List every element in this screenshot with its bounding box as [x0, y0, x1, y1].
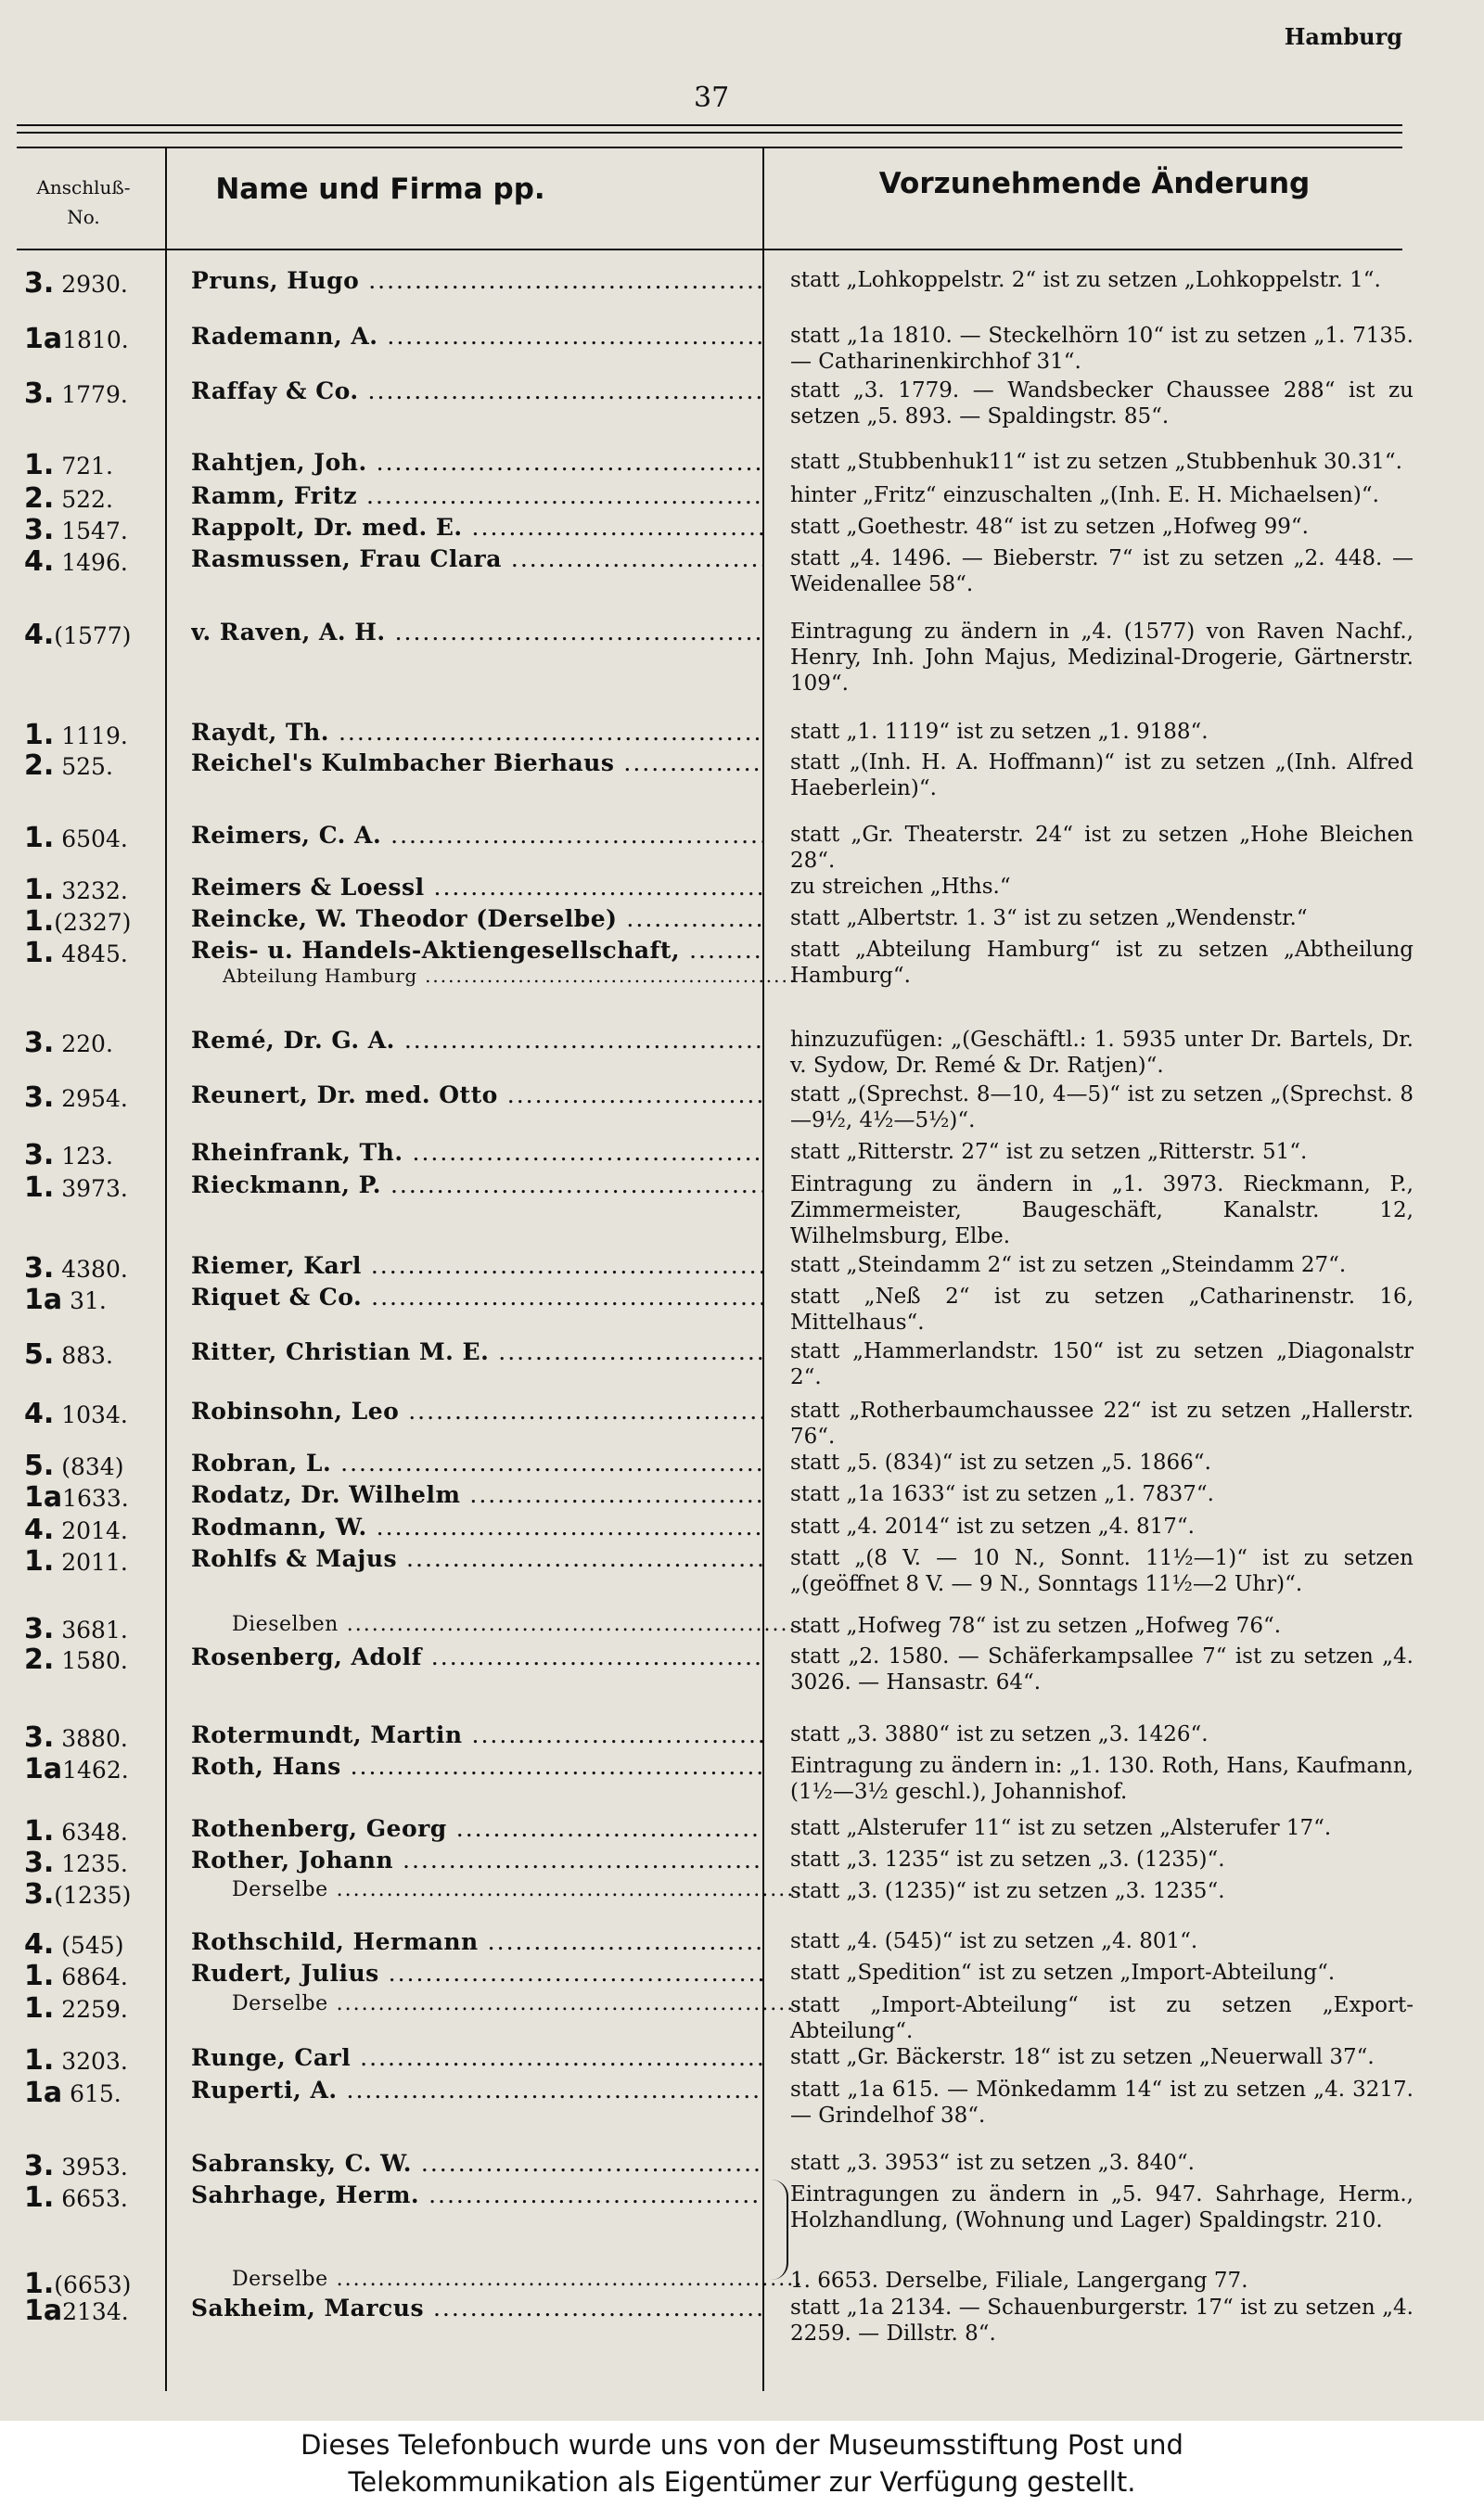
entry-change: Eintragung zu ändern in „4. (1577) von Raven Nachf., Henry, Inh. John Majus, Medizinal-Drogerie, Gärtnerstr. 109“.	[790, 620, 1414, 696]
exchange-prefix: 3.	[24, 1027, 55, 1059]
entry-change: statt „(8 V. — 10 N., Sonnt. 11½—1)“ ist zu setzen „(geöffnet 8 V. — 9 N., Sonntags 11½—2 Uhr)“.	[790, 1546, 1414, 1596]
entry-change: statt „Hofweg 78“ ist zu setzen „Hofweg 76“.	[790, 1614, 1282, 1638]
entry-change: statt „3. 3880“ ist zu setzen „3. 1426“.	[790, 1722, 1209, 1746]
subscriber-number: 615.	[62, 2080, 122, 2107]
exchange-prefix: 3.	[24, 377, 55, 410]
entry-name: Reimers, C. A. .....	[191, 822, 762, 849]
entry-change: Eintragungen zu ändern in „5. 947. Sahrhage, Herm., Holzhandlung, (Wohnung und Lager) Spaldingstr. 210.	[790, 2182, 1414, 2232]
entry-name: Rothschild, Hermann .....	[191, 1928, 762, 1955]
entry-change: statt „1a 1633“ ist zu setzen „1. 7837“.	[790, 1482, 1214, 1506]
exchange-prefix: 4.	[24, 1514, 55, 1546]
exchange-prefix: 4.	[24, 545, 55, 578]
entry-number	[24, 822, 128, 854]
entry-name: Riquet & Co. .....	[191, 1284, 762, 1311]
subscriber-number: 1119.	[54, 723, 128, 749]
exchange-prefix: 3.	[24, 1081, 55, 1114]
exchange-prefix: 3.	[24, 1252, 55, 1285]
entry-change: Eintragung zu ändern in „1. 3973. Rieckmann, P., Zimmermeister, Baugeschäft, Kanalstr. 12, Wilhelmsburg, Elbe.	[790, 1172, 1414, 1248]
entry-name: Ramm, Fritz .....	[191, 482, 762, 509]
entry-number	[24, 377, 128, 410]
entry-number	[24, 482, 113, 515]
subscriber-number: 2134.	[62, 2298, 129, 2325]
entry-change: statt „3. (1235)“ ist zu setzen „3. 1235“.	[790, 1879, 1225, 1903]
page-number: 37	[694, 82, 730, 114]
entry-change: 1. 6653. Derselbe, Filiale, Langergang 77.	[790, 2269, 1248, 2293]
entry-name: Reimers & Loessl .....	[191, 874, 762, 901]
entry-change: Eintragung zu ändern in: „1. 130. Roth, Hans, Kaufmann, (1½—3½ geschl.), Johannishof.	[790, 1754, 1414, 1804]
header-city: Hamburg	[1284, 23, 1402, 50]
entry-number	[24, 874, 128, 906]
column-divider-2	[762, 147, 764, 2391]
exchange-prefix: 3.	[24, 1139, 55, 1171]
entry-number	[24, 1338, 113, 1371]
entry-number	[24, 1081, 128, 1114]
entry-change: statt „1. 1119“ ist zu setzen „1. 9188“.	[790, 720, 1209, 744]
subscriber-number: 1810.	[62, 326, 129, 353]
brace	[766, 2180, 788, 2280]
entry-name: Reunert, Dr. med. Otto .....	[191, 1081, 762, 1108]
entry-name: Rappolt, Dr. med. E. .....	[191, 514, 762, 541]
subscriber-number: 883.	[54, 1342, 113, 1369]
entry-change: statt „Import-Abteilung“ ist zu setzen „Export-Abteilung“.	[790, 1993, 1414, 2043]
entry-number	[24, 1450, 123, 1482]
entry-number	[24, 1398, 128, 1430]
entry-number	[24, 619, 131, 651]
entry-name: Rothenberg, Georg .....	[191, 1815, 762, 1842]
footer	[0, 2421, 1484, 2507]
exchange-prefix: 3.	[24, 2150, 55, 2182]
entry-change: statt „Alsterufer 11“ ist zu setzen „Alsterufer 17“.	[790, 1816, 1332, 1840]
entry-change: statt „3. 1235“ ist zu setzen „3. (1235)“.	[790, 1848, 1225, 1872]
entry-change: statt „1a 2134. — Schauenburgerstr. 17“ ist zu setzen „4. 2259. — Dillstr. 8“.	[790, 2296, 1414, 2346]
entry-change: statt „Neß 2“ ist zu setzen „Catharinenstr. 16, Mittelhaus“.	[790, 1285, 1414, 1335]
entry-name: Ruperti, A. .....	[191, 2077, 762, 2104]
exchange-prefix: 4.	[24, 619, 55, 651]
entry-name: Rodmann, W. .....	[191, 1514, 762, 1541]
entry-name: Rahtjen, Joh. .....	[191, 449, 762, 476]
entry-change: hinter „Fritz“ einzuschalten „(Inh. E. H. Michaelsen)“.	[790, 483, 1379, 507]
entry-change: statt „4. (545)“ ist zu setzen „4. 801“.	[790, 1929, 1198, 1953]
exchange-prefix: 1a	[24, 1284, 63, 1316]
exchange-prefix: 1.	[24, 719, 55, 751]
exchange-prefix: 1.	[24, 905, 55, 938]
exchange-prefix: 1.	[24, 937, 55, 969]
entry-name: Remé, Dr. G. A. .....	[191, 1027, 762, 1054]
subscriber-number: (1235)	[54, 1882, 132, 1909]
exchange-prefix: 5.	[24, 1338, 55, 1371]
entry-change: statt „Gr. Theaterstr. 24“ ist zu setzen „Hohe Bleichen 28“.	[790, 823, 1414, 873]
exchange-prefix: 1a	[24, 323, 63, 355]
subscriber-number: 1235.	[54, 1850, 128, 1877]
entry-number	[24, 1721, 128, 1754]
subscriber-number: 31.	[62, 1287, 107, 1314]
entry-name: Reichel's Kulmbacher Bierhaus .....	[191, 749, 762, 776]
subscriber-number: 3973.	[54, 1175, 128, 1202]
entry-number	[24, 1027, 113, 1059]
entry-name: Ritter, Christian M. E. .....	[191, 1338, 762, 1365]
entry-number	[24, 514, 128, 546]
exchange-prefix: 4.	[24, 1398, 55, 1430]
subscriber-number: 4845.	[54, 940, 128, 967]
entry-change: statt „5. (834)“ ist zu setzen „5. 1866“.	[790, 1451, 1211, 1475]
entry-name: Robran, L. .....	[191, 1450, 762, 1477]
entry-name: Raffay & Co. .....	[191, 377, 762, 404]
entry-number	[24, 2044, 128, 2077]
entry-number	[24, 1928, 123, 1961]
subscriber-number: 1547.	[54, 518, 128, 544]
entry-subtitle: Abteilung Hamburg .....	[223, 965, 794, 987]
entry-number	[24, 1171, 128, 1204]
entry-number	[24, 1815, 128, 1848]
subscriber-number: (6653)	[54, 2271, 132, 2298]
exchange-prefix: 5.	[24, 1450, 55, 1482]
subscriber-number: 3880.	[54, 1725, 128, 1752]
subscriber-number: 1633.	[62, 1485, 129, 1512]
subscriber-number: 3953.	[54, 2154, 128, 2181]
entry-number	[24, 1613, 128, 1645]
entry-change: statt „Rotherbaumchaussee 22“ ist zu setzen „Hallerstr. 76“.	[790, 1399, 1414, 1449]
subscriber-number: 721.	[54, 453, 113, 480]
top-rule-2	[17, 132, 1402, 134]
subscriber-number: 6864.	[54, 1963, 128, 1990]
exchange-prefix: 1a	[24, 1481, 63, 1514]
exchange-prefix: 1.	[24, 449, 55, 481]
entry-name: Reis- u. Handels-Aktiengesellschaft, .....	[191, 937, 762, 964]
entry-number	[24, 2077, 122, 2109]
subscriber-number: 2930.	[54, 271, 128, 298]
entry-name: Reincke, W. Theodor (Derselbe) .....	[191, 905, 762, 932]
subscriber-number: 1496.	[54, 549, 128, 576]
entry-number	[24, 1960, 128, 1992]
entry-name: Derselbe .....	[232, 2268, 803, 2291]
entry-number	[24, 2181, 128, 2214]
entry-name: Rodatz, Dr. Wilhelm .....	[191, 1481, 762, 1508]
entry-change: statt „(Sprechst. 8—10, 4—5)“ ist zu setzen „(Sprechst. 8—9½, 4½—5½)“.	[790, 1082, 1414, 1132]
entry-number	[24, 1481, 129, 1514]
subscriber-number: 1580.	[54, 1647, 128, 1674]
entry-name: Robinsohn, Leo .....	[191, 1398, 762, 1425]
entry-name: Rheinfrank, Th. .....	[191, 1139, 762, 1166]
header-bottom-rule	[17, 249, 1402, 250]
subscriber-number: 4380.	[54, 1256, 128, 1283]
exchange-prefix: 4.	[24, 1928, 55, 1961]
footer-line-1: Dieses Telefonbuch wurde uns von der Museumsstiftung Post und	[301, 2429, 1183, 2461]
entry-name: Riemer, Karl .....	[191, 1252, 762, 1279]
exchange-prefix: 3.	[24, 1721, 55, 1754]
entry-number	[24, 1139, 113, 1171]
entry-number	[24, 1847, 128, 1879]
entry-change: statt „Gr. Bäckerstr. 18“ ist zu setzen „Neuerwall 37“.	[790, 2045, 1375, 2069]
subscriber-number: 1034.	[54, 1401, 128, 1428]
entry-change: statt „Spedition“ ist zu setzen „Import-Abteilung“.	[790, 1961, 1336, 1985]
subscriber-number: 6504.	[54, 825, 128, 852]
subscriber-number: (545)	[54, 1932, 124, 1959]
entry-change: statt „3. 1779. — Wandsbecker Chaussee 288“ ist zu setzen „5. 893. — Spaldingstr. 85“.	[790, 378, 1414, 428]
entry-name: Raydt, Th. .....	[191, 719, 762, 746]
entry-change: statt „Albertstr. 1. 3“ ist zu setzen „Wendenstr.“	[790, 906, 1308, 930]
subscriber-number: 6348.	[54, 1819, 128, 1846]
column-header-change: Vorzunehmende Änderung	[878, 167, 1311, 200]
exchange-prefix: 1.	[24, 1171, 55, 1204]
exchange-prefix: 1.	[24, 1960, 55, 1992]
entry-number	[24, 1514, 128, 1546]
entry-change: statt „1a 1810. — Steckelhörn 10“ ist zu setzen „1. 7135. — Catharinenkirchhof 31“.	[790, 324, 1414, 374]
entry-number	[24, 2295, 129, 2327]
entry-change: zu streichen „Hths.“	[790, 875, 1011, 899]
exchange-prefix: 1a	[24, 2077, 63, 2109]
subscriber-number: 2011.	[54, 1549, 128, 1576]
entry-change: statt „(Inh. H. A. Hoffmann)“ ist zu setzen „(Inh. Alfred Haeberlein)“.	[790, 750, 1414, 800]
entry-name: Derselbe .....	[232, 1878, 803, 1901]
entry-number	[24, 323, 129, 355]
exchange-prefix: 1.	[24, 822, 55, 854]
entry-name: Rohlfs & Majus .....	[191, 1545, 762, 1572]
exchange-prefix: 1.	[24, 2181, 55, 2214]
subscriber-number: 2259.	[54, 1996, 128, 2023]
column-header-name: Name und Firma pp.	[215, 173, 545, 206]
subscriber-number: 220.	[54, 1030, 113, 1057]
exchange-prefix: 2.	[24, 482, 55, 515]
column-header-number-line1: Anschluß-	[36, 176, 131, 198]
entry-name: Derselbe .....	[232, 1992, 803, 2015]
entry-name: Rudert, Julius .....	[191, 1960, 762, 1987]
subscriber-number: 2014.	[54, 1517, 128, 1544]
subscriber-number: (2327)	[54, 909, 132, 936]
entry-number	[24, 1644, 128, 1676]
exchange-prefix: 1.	[24, 874, 55, 906]
header-rule	[17, 147, 1402, 148]
exchange-prefix: 1.	[24, 2044, 55, 2077]
exchange-prefix: 1.	[24, 1545, 55, 1578]
entry-name: Rotermundt, Martin .....	[191, 1721, 762, 1748]
subscriber-number: 522.	[54, 486, 113, 513]
column-header-number-line2: No.	[67, 206, 100, 228]
entry-name: Rieckmann, P. .....	[191, 1171, 762, 1198]
exchange-prefix: 3.	[24, 267, 55, 300]
entry-number	[24, 719, 128, 751]
exchange-prefix: 3.	[24, 1878, 55, 1911]
exchange-prefix: 2.	[24, 749, 55, 782]
top-rule	[17, 124, 1402, 126]
footer-line-2: Telekommunikation als Eigentümer zur Verfügung gestellt.	[348, 2466, 1136, 2498]
entry-change: statt „4. 1496. — Bieberstr. 7“ ist zu setzen „2. 448. — Weidenallee 58“.	[790, 546, 1414, 596]
entry-change: statt „Stubbenhuk11“ ist zu setzen „Stubbenhuk 30.31“.	[790, 450, 1402, 474]
entry-change: statt „Steindamm 2“ ist zu setzen „Steindamm 27“.	[790, 1253, 1347, 1277]
entry-name: Pruns, Hugo .....	[191, 267, 762, 294]
entry-name: Sahrhage, Herm. .....	[191, 2181, 762, 2208]
entry-number	[24, 905, 131, 938]
entry-name: Runge, Carl .....	[191, 2044, 762, 2071]
subscriber-number: 3232.	[54, 877, 128, 904]
subscriber-number: 123.	[54, 1143, 113, 1170]
column-header-number	[20, 173, 147, 232]
entry-number	[24, 1992, 128, 2025]
exchange-prefix: 1a	[24, 1753, 63, 1785]
entry-change: statt „1a 615. — Mönkedamm 14“ ist zu setzen „4. 3217. — Grindelhof 38“.	[790, 2078, 1414, 2128]
entry-number	[24, 1753, 129, 1785]
entry-change: statt „Ritterstr. 27“ ist zu setzen „Ritterstr. 51“.	[790, 1140, 1308, 1164]
entry-number	[24, 937, 128, 969]
entry-name: Roth, Hans .....	[191, 1753, 762, 1780]
entry-name: Dieselben .....	[232, 1613, 803, 1636]
subscriber-number: 525.	[54, 753, 113, 780]
entry-number	[24, 1284, 107, 1316]
exchange-prefix: 1.	[24, 1992, 55, 2025]
entry-change: statt „Lohkoppelstr. 2“ ist zu setzen „Lohkoppelstr. 1“.	[790, 268, 1381, 292]
exchange-prefix: 1.	[24, 2268, 55, 2300]
entry-number	[24, 1878, 131, 1911]
entry-name: Rother, Johann .....	[191, 1847, 762, 1874]
exchange-prefix: 3.	[24, 1613, 55, 1645]
exchange-prefix: 1.	[24, 1815, 55, 1848]
exchange-prefix: 3.	[24, 514, 55, 546]
entry-number	[24, 749, 113, 782]
entry-change: statt „3. 3953“ ist zu setzen „3. 840“.	[790, 2151, 1195, 2175]
entry-number	[24, 267, 128, 300]
entry-change: statt „2. 1580. — Schäferkampsallee 7“ ist zu setzen „4. 3026. — Hansastr. 64“.	[790, 1644, 1414, 1695]
entry-number	[24, 1545, 128, 1578]
entry-name: Rosenberg, Adolf .....	[191, 1644, 762, 1670]
subscriber-number: (834)	[54, 1453, 124, 1480]
subscriber-number: 3203.	[54, 2048, 128, 2075]
subscriber-number: 1462.	[62, 1757, 129, 1784]
entry-name: Sabransky, C. W. .....	[191, 2150, 762, 2177]
subscriber-number: 6653.	[54, 2185, 128, 2212]
entry-change: statt „Goethestr. 48“ ist zu setzen „Hofweg 99“.	[790, 515, 1309, 539]
entry-name: Sakheim, Marcus .....	[191, 2295, 762, 2322]
entry-change: statt „Abteilung Hamburg“ ist zu setzen „Abtheilung Hamburg“.	[790, 938, 1414, 988]
entry-number	[24, 1252, 128, 1285]
entry-change: statt „4. 2014“ ist zu setzen „4. 817“.	[790, 1515, 1195, 1539]
entry-number	[24, 545, 128, 578]
subscriber-number: 2954.	[54, 1085, 128, 1112]
exchange-prefix: 1a	[24, 2295, 63, 2327]
entry-number	[24, 449, 113, 481]
subscriber-number: 1779.	[54, 381, 128, 408]
subscriber-number: 3681.	[54, 1617, 128, 1644]
subscriber-number: (1577)	[54, 622, 132, 649]
exchange-prefix: 3.	[24, 1847, 55, 1879]
exchange-prefix: 2.	[24, 1644, 55, 1676]
entry-name: Rademann, A. .....	[191, 323, 762, 350]
entry-number	[24, 2150, 128, 2182]
entry-name: v. Raven, A. H. .....	[191, 619, 762, 646]
entry-name: Rasmussen, Frau Clara .....	[191, 545, 762, 572]
entry-change: hinzuzufügen: „(Geschäftl.: 1. 5935 unter Dr. Bartels, Dr. v. Sydow, Dr. Remé & Dr. Ratjen)“.	[790, 1028, 1414, 1078]
entry-change: statt „Hammerlandstr. 150“ ist zu setzen „Diagonalstr 2“.	[790, 1339, 1414, 1389]
column-divider-1	[165, 147, 167, 2391]
